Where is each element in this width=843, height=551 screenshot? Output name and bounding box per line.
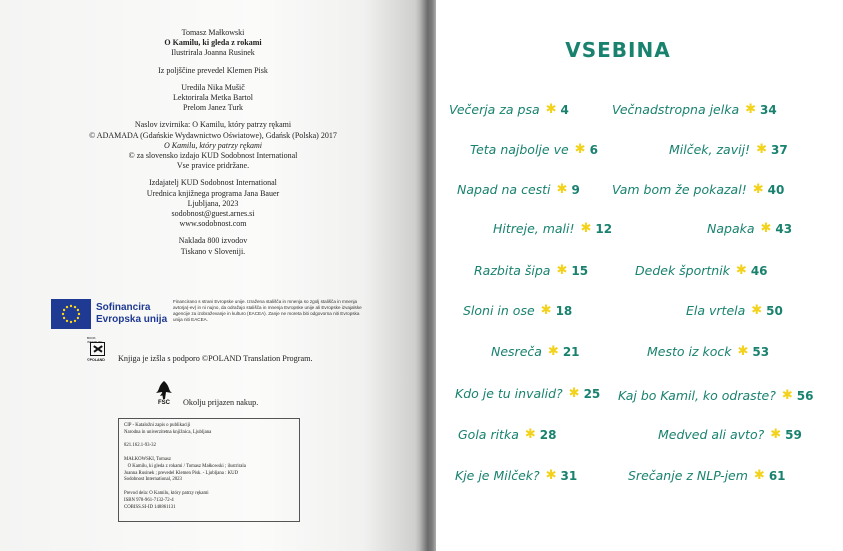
toc-entry-page: 12	[595, 221, 613, 236]
program-editor: Urednica knjižnega programa Jana Bauer	[146, 188, 280, 198]
cip-record	[118, 418, 300, 522]
eu-logo-text	[96, 302, 167, 326]
publisher: Izdajatelj KUD Sodobnost International	[149, 178, 277, 188]
book-institute-icon	[90, 342, 105, 356]
toc-entry	[455, 386, 600, 401]
toc-entry-title: Vam bom že pokazal!	[612, 182, 747, 197]
toc-entry-page: 61	[768, 468, 786, 483]
translator: Iz poljščine prevedel Klemen Pisk	[158, 65, 268, 75]
toc-entry-title: Dedek športnik	[635, 263, 730, 278]
toc-entry-title: Gola ritka	[458, 427, 519, 442]
toc-entry-page: 59	[785, 427, 802, 442]
toc-entry-page: 34	[760, 102, 777, 117]
toc-entry	[647, 344, 769, 359]
star-icon: ✱	[540, 303, 552, 318]
cip-line: O Kamilu, ki gleda z rokami / Tomasz Małkowski ; ilustrirala	[124, 463, 246, 469]
cip-line: COBISS.SI-ID 148861131	[124, 504, 176, 510]
original-title-label: Naslov izvirnika: O Kamilu, który patrzy rękami	[134, 120, 292, 130]
star-icon: ✱	[556, 182, 568, 197]
editor: Uredila Nika Mušič	[181, 82, 245, 92]
toc-entry	[669, 142, 788, 157]
eu-logo	[51, 299, 169, 329]
layout-credit: Prelom Janez Turk	[183, 103, 243, 113]
toc-title: VSEBINA	[565, 38, 671, 62]
toc-entry	[612, 102, 777, 117]
print-run: Naklada 800 izvodov	[178, 236, 248, 246]
book-institute-logo-top: BOOK INSTITUTE	[87, 336, 103, 344]
star-icon: ✱	[760, 221, 772, 236]
toc-entry	[658, 427, 802, 442]
book-title: O Kamilu, ki gleda z rokami	[164, 38, 262, 48]
star-icon: ✱	[574, 142, 586, 157]
cip-line: CIP - Kataložni zapis o publikaciji	[124, 423, 191, 428]
star-icon: ✱	[735, 263, 747, 278]
toc-entry-title: Teta najbolje ve	[470, 142, 569, 157]
toc-entry-title: Kje je Milček?	[455, 468, 540, 483]
toc-entry-page: 4	[560, 102, 569, 117]
star-icon: ✱	[545, 102, 557, 117]
proofreader: Lektorirala Metka Bartol	[173, 93, 253, 103]
cip-line	[124, 450, 294, 457]
toc-entry	[474, 263, 588, 278]
book-institute-logo	[87, 336, 109, 364]
toc-entry-title: Večnadstropna jelka	[612, 102, 740, 117]
toc-entry-page: 56	[796, 388, 814, 403]
toc-entry-title: Sloni in ose	[463, 303, 535, 318]
star-icon: ✱	[770, 427, 782, 442]
star-icon: ✱	[556, 263, 568, 278]
cip-line: Narodna in univerzitetna knjižnica, Ljubljana	[124, 429, 212, 435]
toc-entry	[707, 221, 792, 236]
toc-entry-page: 28	[539, 427, 557, 442]
fsc-tree-icon	[152, 380, 176, 400]
fsc-logo	[152, 380, 176, 410]
star-icon: ✱	[753, 468, 765, 483]
illustrator: Ilustrirala Joanna Rusinek	[171, 48, 255, 58]
toc-entry	[455, 468, 577, 483]
star-icon: ✱	[745, 102, 757, 117]
toc-entry	[686, 303, 783, 318]
toc-entry	[463, 303, 572, 318]
toc-entry-title: Milček, zavij!	[669, 142, 751, 157]
toc-entry-title: Večerja za psa	[449, 102, 540, 117]
cip-line: Joanna Rusinek ; prevedel Klemen Pisk. - Ljubljana : KUD	[124, 470, 239, 476]
toc-entry-page: 53	[752, 344, 770, 359]
printed-in: Tiskano v Sloveniji.	[180, 246, 246, 256]
cip-line	[124, 437, 294, 444]
star-icon: ✱	[751, 303, 763, 318]
cip-line: ISBN 978-961-7132-72-4	[124, 497, 174, 503]
place-year: Ljubljana, 2023	[187, 198, 239, 208]
toc-entry-page: 31	[560, 468, 578, 483]
original-title: O Kamilu, który patrzy rękami	[164, 140, 262, 150]
toc-entry	[493, 221, 612, 236]
eu-disclaimer: Financirano s strani Evropske unije. Izražena stališča in mnenja so zgolj stališča in mnenja avtorja(-ev) in ni nujno, da odražajo stališča in mnenja Evropske unije ali Evropske izvajalske agencije za izobraževanje in kulturo (EACEA). Zanje ne moreta biti odgovorna niti Evropska unija niti EACEA.	[173, 299, 362, 322]
toc-entry-page: 15	[571, 263, 589, 278]
toc-entry-title: Napad na cesti	[457, 182, 551, 197]
cip-line: Sodobnost International, 2023	[124, 477, 182, 483]
toc-entry	[628, 468, 786, 483]
toc-entry	[470, 142, 598, 157]
star-icon: ✱	[568, 386, 580, 401]
eu-flag-icon	[51, 299, 91, 329]
toc-entry-page: 21	[562, 344, 580, 359]
poland-support-text: Knjiga je izšla s podporo ©POLAND Translation Program.	[118, 354, 313, 363]
all-rights: Vse pravice pridržane.	[176, 161, 250, 171]
toc-entry-page: 37	[770, 142, 788, 157]
eu-logo-line2: Evropska unija	[96, 314, 168, 325]
toc-entry	[457, 182, 580, 197]
toc-entry-title: Nesreča	[491, 344, 542, 359]
toc-entry-page: 25	[583, 386, 601, 401]
book-institute-logo-bottom: ©POLAND	[87, 358, 105, 362]
eu-logo-line1: Sofinancira	[96, 302, 151, 313]
imprint-block	[60, 28, 366, 257]
toc-entry-title: Hitreje, mali!	[493, 221, 575, 236]
email: sodobnost@guest.arnes.si	[171, 209, 255, 219]
cip-line: 821.162.1-93-32	[124, 443, 156, 449]
toc-entry-title: Razbita šipa	[474, 263, 551, 278]
toc-entry-page: 46	[750, 263, 768, 278]
toc-entry	[449, 102, 569, 117]
toc-entry	[618, 388, 813, 403]
cip-line	[124, 484, 294, 491]
author: Tomasz Małkowski	[181, 28, 245, 37]
star-icon: ✱	[545, 468, 557, 483]
toc-entry-page: 18	[555, 303, 573, 318]
toc-entry	[612, 182, 784, 197]
star-icon: ✱	[737, 344, 749, 359]
fsc-text: Okolju prijazen nakup.	[183, 398, 259, 407]
toc-entry	[458, 427, 556, 442]
toc-entry	[491, 344, 580, 359]
toc-entry-title: Mesto iz kock	[647, 344, 732, 359]
toc-entry-title: Napaka	[707, 221, 755, 236]
toc-entry-title: Medved ali avto?	[658, 427, 765, 442]
slovene-rights: © za slovensko izdajo KUD Sodobnost International	[128, 151, 298, 161]
toc-entry	[635, 263, 768, 278]
star-icon: ✱	[781, 388, 793, 403]
star-icon: ✱	[547, 344, 559, 359]
star-icon: ✱	[524, 427, 536, 442]
toc-entry-page: 43	[775, 221, 793, 236]
website: www.sodobnost.com	[179, 219, 247, 229]
toc-entry-page: 40	[767, 182, 785, 197]
toc-entry-title: Ela vrtela	[686, 303, 746, 318]
star-icon: ✱	[580, 221, 592, 236]
toc-entry-page: 50	[766, 303, 783, 318]
toc-entry-title: Srečanje z NLP-jem	[628, 468, 748, 483]
copyright-line: © ADAMADA (Gdańskie Wydawnictwo Oświatowe), Gdańsk (Polska) 2017	[89, 130, 337, 140]
toc-entry-page: 9	[571, 182, 580, 197]
toc-entry-title: Kdo je tu invalid?	[455, 386, 563, 401]
cip-line: MAŁKOWSKI, Tomasz	[124, 456, 172, 462]
cip-line: Prevod dela: O Kamilu, który patrzy rękami	[124, 490, 209, 496]
toc-entry-page: 6	[589, 142, 598, 157]
fsc-logo-text: FSC	[158, 400, 170, 406]
star-icon: ✱	[756, 142, 767, 157]
toc-entry-title: Kaj bo Kamil, ko odraste?	[618, 388, 776, 403]
star-icon: ✱	[752, 182, 764, 197]
